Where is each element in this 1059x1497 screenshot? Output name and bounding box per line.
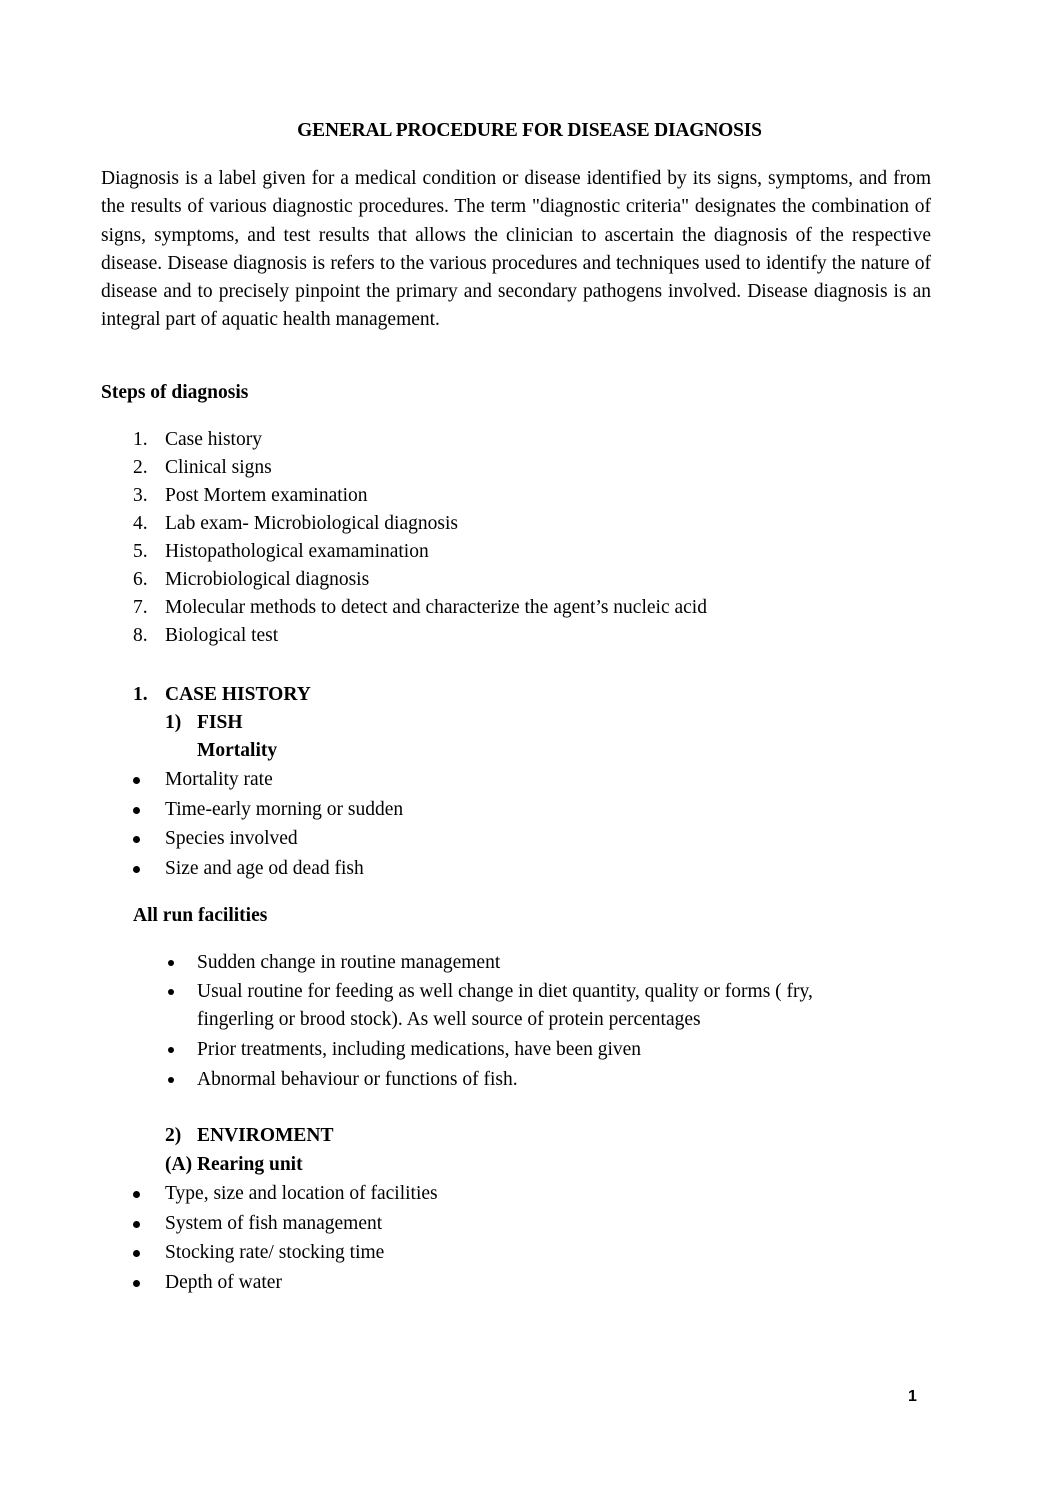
list-text: Clinical signs xyxy=(165,457,272,478)
subsection-title: ENVIROMENT xyxy=(197,1125,334,1146)
list-number: 5. xyxy=(133,541,148,562)
subsection-title: FISH xyxy=(197,712,243,733)
intro-paragraph: Diagnosis is a label given for a medical condition or disease identified by its signs, symptoms, and from the results of various diagnostic procedures. The term "diagnostic criteria" designates the combination of signs, symptoms, and test results that allows the clinician to ascertain the diagnosis of the respective disease. Disease diagnosis is refers to the various procedures and techniques used to identify the nature of disease and to precisely pinpoint the primary and secondary pathogens involved. Disease diagnosis is an integral part of aquatic health management. xyxy=(101,168,931,331)
bullet-icon xyxy=(168,960,174,966)
bullet-icon xyxy=(133,1191,140,1198)
steps-heading: Steps of diagnosis xyxy=(101,382,249,403)
bullet-icon xyxy=(168,1077,174,1083)
list-number: 4. xyxy=(133,513,148,534)
bullet-text: Stocking rate/ stocking time xyxy=(165,1242,385,1263)
list-number: 7. xyxy=(133,597,148,618)
list-text: Post Mortem examination xyxy=(165,485,368,506)
bullet-icon xyxy=(168,989,174,995)
section-number: 1. xyxy=(133,684,148,705)
subsection-number: 2) xyxy=(165,1125,182,1146)
bullet-icon xyxy=(133,866,140,873)
bullet-text: Depth of water xyxy=(165,1272,282,1293)
bullet-icon xyxy=(133,807,140,814)
bullet-text: System of fish management xyxy=(165,1213,383,1234)
bullet-text: Prior treatments, including medications, have been given xyxy=(197,1039,642,1060)
list-text: Biological test xyxy=(165,625,279,646)
bullet-text: fingerling or brood stock). As well source of protein percentages xyxy=(197,1009,701,1030)
bullet-icon xyxy=(133,1250,140,1257)
list-text: Case history xyxy=(165,429,262,450)
all-run-facilities-heading: All run facilities xyxy=(133,905,268,926)
bullet-text: Type, size and location of facilities xyxy=(165,1183,438,1204)
bullet-text: Abnormal behaviour or functions of fish. xyxy=(197,1069,518,1090)
bullet-text: Sudden change in routine management xyxy=(197,952,501,973)
list-number: 8. xyxy=(133,625,148,646)
mortality-heading: Mortality xyxy=(197,740,278,761)
subsection-number: 1) xyxy=(165,712,182,733)
bullet-icon xyxy=(133,836,140,843)
list-number: 2. xyxy=(133,457,148,478)
section-title: CASE HISTORY xyxy=(165,684,311,705)
list-text: Histopathological examamination xyxy=(165,541,429,562)
list-number: 6. xyxy=(133,569,148,590)
bullet-text: Time-early morning or sudden xyxy=(165,799,404,820)
document-title: GENERAL PROCEDURE FOR DISEASE DIAGNOSIS xyxy=(297,120,762,141)
list-text: Lab exam- Microbiological diagnosis xyxy=(165,513,458,534)
list-number: 3. xyxy=(133,485,148,506)
page-number: 1 xyxy=(908,1388,917,1405)
list-number: 1. xyxy=(133,429,148,450)
bullet-text: Usual routine for feeding as well change in diet quantity, quality or forms ( fry, xyxy=(197,981,813,1002)
bullet-text: Mortality rate xyxy=(165,769,273,790)
bullet-icon xyxy=(133,777,140,784)
bullet-icon xyxy=(133,1280,140,1287)
rearing-unit-heading: (A) Rearing unit xyxy=(165,1154,303,1175)
bullet-text: Size and age od dead fish xyxy=(165,858,364,879)
bullet-icon xyxy=(133,1221,140,1228)
bullet-text: Species involved xyxy=(165,828,298,849)
bullet-icon xyxy=(168,1047,174,1053)
list-text: Molecular methods to detect and characterize the agent’s nucleic acid xyxy=(165,597,707,618)
list-text: Microbiological diagnosis xyxy=(165,569,370,590)
